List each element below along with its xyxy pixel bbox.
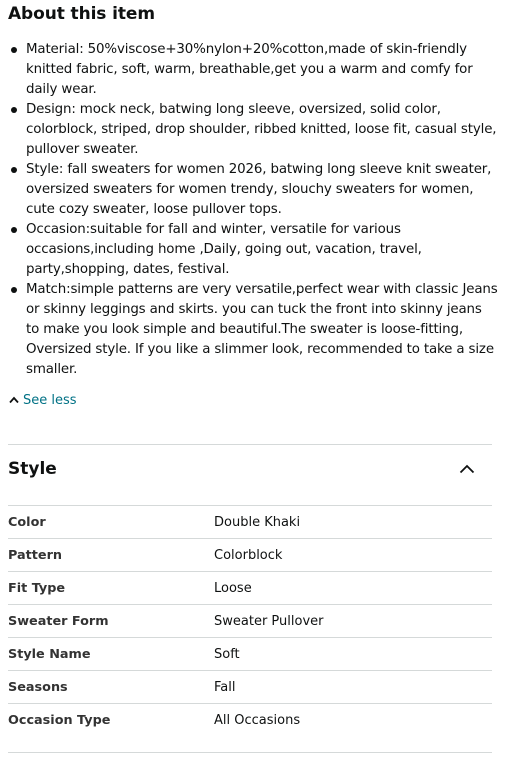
spec-value: Colorblock (214, 547, 283, 563)
spec-label: Sweater Form (8, 613, 109, 629)
style-section-title: Style (8, 459, 57, 479)
section-divider (8, 752, 492, 753)
spec-label: Occasion Type (8, 712, 111, 728)
bullet-design: Design: mock neck, batwing long sleeve, oversized, solid color, colorblock, striped, drop shoulder, ribbed knitted, loose fit, casual style, pullover sweater. (8, 100, 498, 160)
see-less-label: See less (23, 392, 77, 408)
spec-value: Fall (214, 679, 236, 695)
spec-row-color (8, 506, 492, 539)
spec-value: Sweater Pullover (214, 613, 324, 629)
about-section-title: About this item (8, 4, 155, 24)
see-less-link[interactable] (9, 390, 77, 410)
spec-label: Color (8, 514, 46, 530)
bullet-occasion: Occasion:suitable for fall and winter, versatile for various occasions,including home ,Daily, going out, vacation, travel, party,shopping, dates, festival. (8, 220, 498, 280)
bullet-match: Match:simple patterns are very versatile,perfect wear with classic Jeans or skinny leggings and skirts. you can tuck the front into skinny jeans to make you look simple and beautiful.The sweater is loose-fitting, Oversized style. If you like a slimmer look, recommended to take a size smaller. (8, 280, 498, 380)
style-section-header[interactable] (8, 446, 492, 492)
spec-value: Double Khaki (214, 514, 301, 530)
section-divider (8, 444, 492, 445)
spec-row-fit-type (8, 572, 492, 605)
spec-label: Fit Type (8, 580, 66, 596)
spec-value: All Occasions (214, 712, 301, 728)
spec-row-pattern (8, 539, 492, 572)
spec-row-style-name (8, 638, 492, 671)
style-spec-table (8, 506, 492, 736)
bullet-style: Style: fall sweaters for women 2026, batwing long sleeve knit sweater, oversized sweaters for women trendy, slouchy sweaters for women, cute cozy sweater, loose pullover tops. (8, 160, 498, 220)
chevron-up-icon (9, 396, 19, 404)
spec-row-seasons (8, 671, 492, 704)
spec-value: Loose (214, 580, 252, 596)
spec-row-occasion-type (8, 704, 492, 736)
bullet-material: Material: 50%viscose+30%nylon+20%cotton,made of skin-friendly knitted fabric, soft, warm, breathable,get you a warm and comfy for daily wear. (8, 40, 498, 100)
spec-label: Style Name (8, 646, 91, 662)
spec-value: Soft (214, 646, 240, 662)
spec-label: Seasons (8, 679, 68, 695)
spec-label: Pattern (8, 547, 63, 563)
spec-row-sweater-form (8, 605, 492, 638)
chevron-up-icon[interactable] (459, 464, 475, 474)
about-bullet-list (8, 40, 498, 380)
